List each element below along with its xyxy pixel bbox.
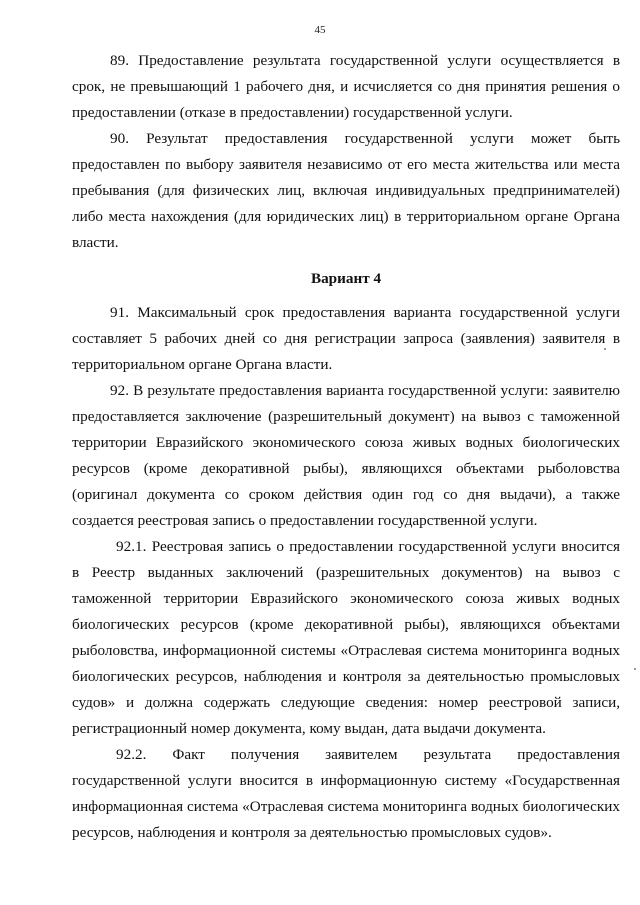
document-body [72, 48, 620, 846]
page-number: 45 [314, 24, 326, 36]
paragraph-92: 92. В результате предоставления варианта государственной услуги: заявителю предоставляется заключение (разрешительный документ) на вывоз с таможенной территории Евразийского экономического союза живых водных биологических ресурсов (кроме декоративной рыбы), являющихся объектами рыболовства (оригинал документа со сроком действия один год со дня выдачи), а также создается реестровая запись о предоставлении государственной услуги. [72, 382, 620, 529]
scan-speck [604, 348, 606, 350]
paragraph-92-1: 92.1. Реестровая запись о предоставлении государственной услуги вносится в Реестр выданных заключений (разрешительных документов) на вывоз с таможенной территории Евразийского экономического союза живых водных биологических ресурсов (кроме декоративной рыбы), являющихся объектами рыболовства, информационной системы «Отраслевая система мониторинга водных биологических ресурсов, наблюдения и контроля за деятельностью промысловых судов» и должна содержать следующие сведения: номер реестровой записи, регистрационный номер документа, кому выдан, дата выдачи документа. [72, 538, 620, 737]
scan-speck [634, 668, 636, 670]
section-heading: Вариант 4 [310, 270, 382, 287]
paragraph-89: 89. Предоставление результата государственной услуги осуществляется в срок, не превышающий 1 рабочего дня, и исчисляется со дня принятия решения о предоставлении (отказе в предоставлении) государственной услуги. [72, 52, 620, 121]
paragraph-92-2: 92.2. Факт получения заявителем результата предоставления государственной услуги вносится в информационную систему «Государственная информационная система «Отраслевая система мониторинга водных биологических ресурсов, наблюдения и контроля за деятельностью промысловых судов». [72, 746, 620, 841]
paragraph-90: 90. Результат предоставления государственной услуги может быть предоставлен по выбору заявителя независимо от его места жительства или места пребывания (для физических лиц, включая индивидуальных предпринимателей) либо места нахождения (для юридических лиц) в территориальном органе Органа власти. [72, 130, 620, 251]
paragraph-91: 91. Максимальный срок предоставления варианта государственной услуги составляет 5 рабочих дней со дня регистрации запроса (заявления) заявителя в территориальном органе Органа власти. [72, 304, 620, 373]
